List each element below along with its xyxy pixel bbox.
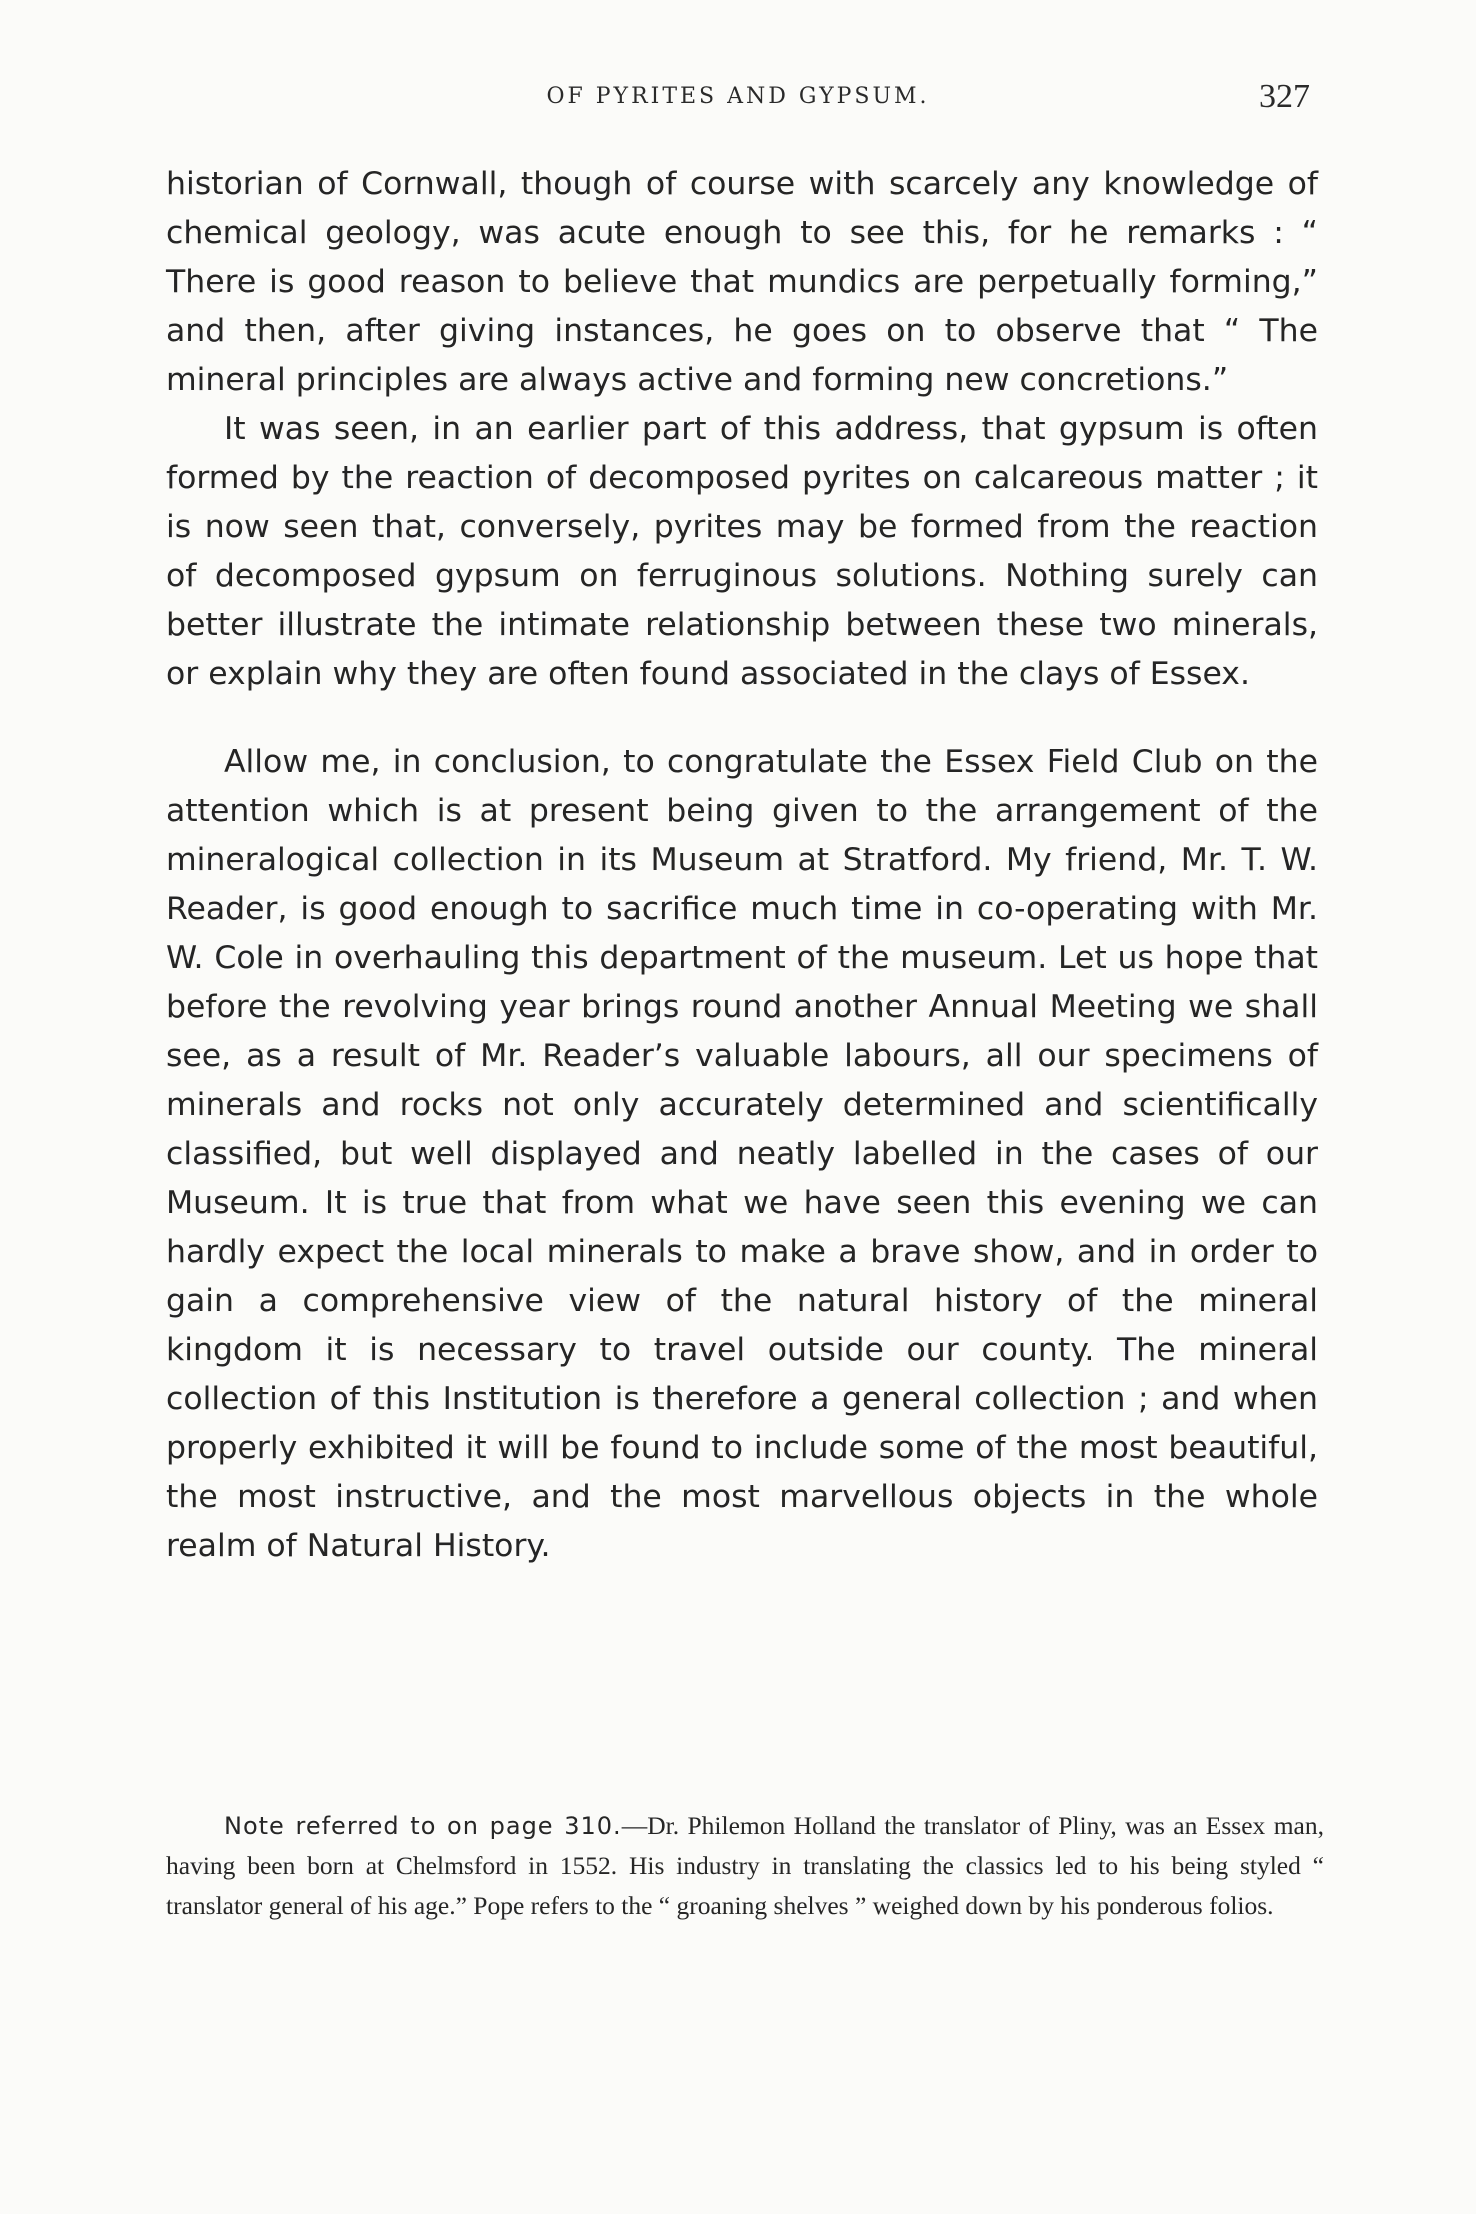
footnote-lead: Note referred to on page 310. xyxy=(224,1812,622,1840)
footnote-paragraph xyxy=(166,1806,1324,1926)
page-number: 327 xyxy=(1259,78,1310,115)
paragraph-conclusion: Allow me, in conclusion, to congratulate the Essex Field Club on the attention which is at present being given to the arrangement of the mineralogical collection in its Museum at Stratford. My friend, Mr. T. W. Reader, is good enough to sacrifice much time in co-operating with Mr. W. Cole in overhauling this department of the museum. Let us hope that before the revolving year brings round another Annual Meeting we shall see, as a result of Mr. Reader’s valuable labours, all our specimens of minerals and rocks not only accurately determined and scientifically classified, but well displayed and neatly labelled in the cases of our Museum. It is true that from what we have seen this evening we can hardly expect the local minerals to make a brave show, and in order to gain a comprehensive view of the natural history of the mineral kingdom it is necessary to travel outside our county. The mineral collection of this Institution is therefore a general collection ; and when properly exhibited it will be found to include some of the most beautiful, the most instructive, and the most marvellous objects in the whole realm of Natural History. xyxy=(166,744,1318,1564)
paragraph-continued: historian of Cornwall, though of course with scarcely any knowledge of chemical geology, was acute enough to see this, for he remarks : “ There is good reason to believe that mundics are perpetually forming,” and then, after giving instances, he goes on to observe that “ The mineral principles are always active and forming new concretions.” xyxy=(166,166,1318,398)
footnote-text: —Dr. Philemon Holland the translator of Pliny, was an Essex man, having been born at Chelmsford in 1552. His industry in translating the classics led to his being styled “ translator general of his age.” Pope refers to the “ groaning shelves ” weighed down by his ponderous folios. xyxy=(166,1811,1324,1920)
running-title: OF PYRITES AND GYPSUM. xyxy=(546,84,930,109)
running-head xyxy=(166,78,1310,118)
body-text xyxy=(166,160,1318,1571)
footnote xyxy=(166,1806,1324,1926)
paragraph-pyrites-gypsum: It was seen, in an earlier part of this address, that gypsum is often formed by the reaction of decomposed pyrites on calcareous matter ; it is now seen that, conversely, pyrites may be formed from the reaction of decomposed gypsum on ferruginous solutions. Nothing surely can better illustrate the intimate relationship between these two minerals, or explain why they are often found associated in the clays of Essex. xyxy=(166,411,1318,692)
